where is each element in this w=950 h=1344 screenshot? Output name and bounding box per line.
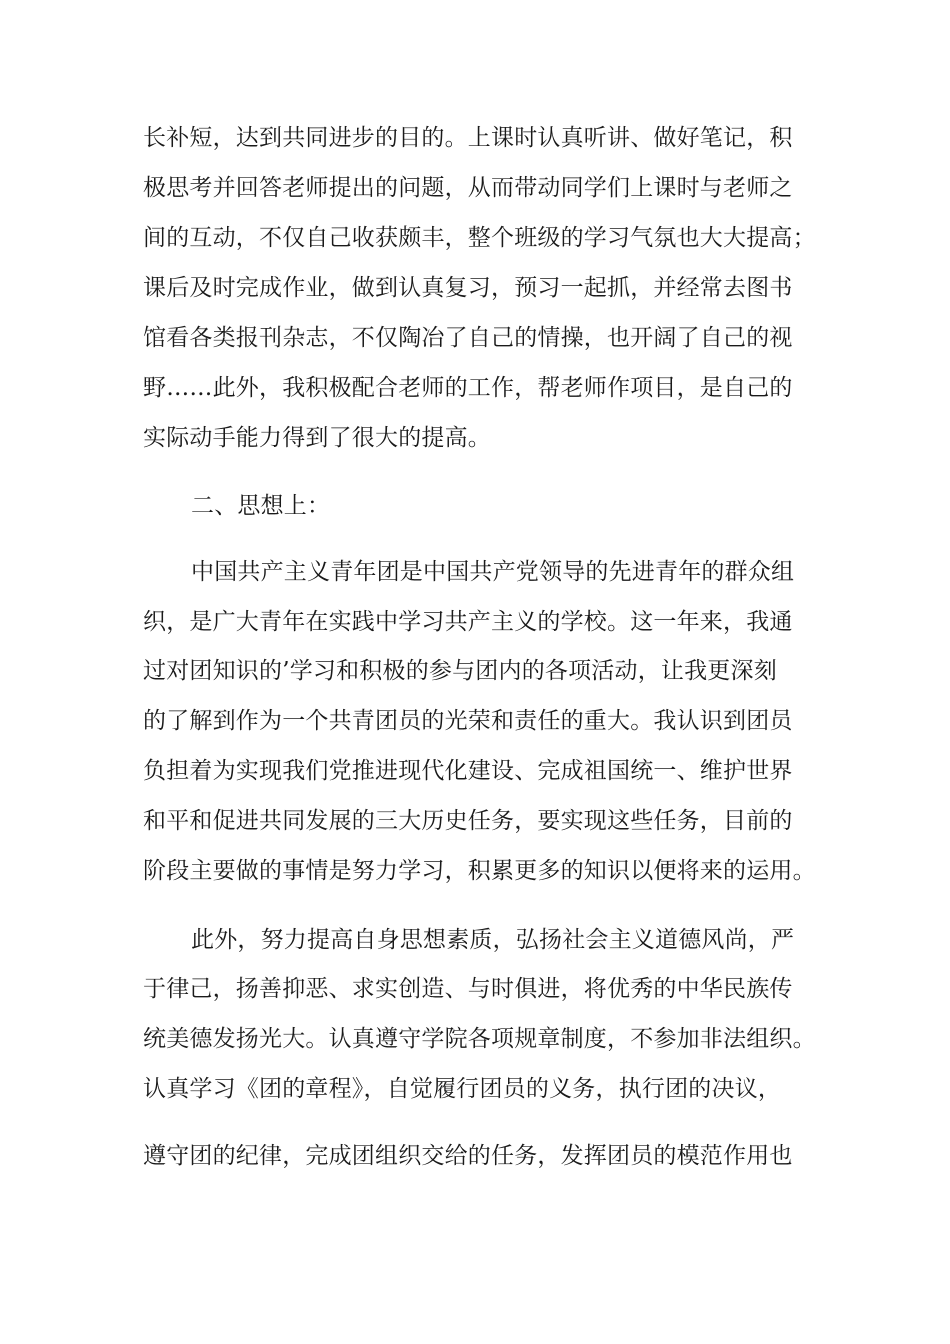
text-line: 阶段主要做的事情是努力学习，积累更多的知识以便将来的运用。 xyxy=(143,858,816,884)
text-line: 统美德发扬光大。认真遵守学院各项规章制度，不参加非法组织。 xyxy=(143,1026,816,1052)
text-line: 长补短，达到共同进步的目的。上课时认真听讲、做好笔记，积 xyxy=(143,125,793,151)
text-line: 于律己，扬善抑恶、求实创造、与时俱进，将优秀的中华民族传 xyxy=(143,976,793,1002)
section-heading: 二、思想上： xyxy=(191,493,331,519)
text-line: 极思考并回答老师提出的问题，从而带动同学们上课时与老师之 xyxy=(143,175,793,201)
text-line: 过对团知识的’学习和积极的参与团内的各项活动，让我更深刻 xyxy=(143,658,777,684)
text-line: 此外，努力提高自身思想素质，弘扬社会主义道德风尚，严 xyxy=(191,927,795,953)
text-line: 的了解到作为一个共青团员的光荣和责任的重大。我认识到团员 xyxy=(143,708,793,734)
text-line: 馆看各类报刊杂志，不仅陶冶了自己的情操，也开阔了自己的视 xyxy=(143,325,793,351)
text-line: 和平和促进共同发展的三大历史任务，要实现这些任务，目前的 xyxy=(143,808,793,834)
text-line: 遵守团的纪律，完成团组织交给的任务，发挥团员的模范作用也 xyxy=(143,1143,793,1169)
text-line: 课后及时完成作业，做到认真复习，预习一起抓，并经常去图书 xyxy=(143,275,793,301)
text-line: 负担着为实现我们党推进现代化建设、完成祖国统一、维护世界 xyxy=(143,758,793,784)
text-line: 野……此外，我积极配合老师的工作，帮老师作项目，是自己的 xyxy=(143,375,793,401)
text-line: 间的互动，不仅自己收获颇丰，整个班级的学习气氛也大大提高； xyxy=(143,225,816,251)
text-line: 织，是广大青年在实践中学习共产主义的学校。这一年来，我通 xyxy=(143,609,793,635)
text-line: 中国共产主义青年团是中国共产党领导的先进青年的群众组 xyxy=(191,559,795,585)
text-line: 认真学习《团的章程》，自觉履行团员的义务，执行团的决议， xyxy=(143,1076,782,1102)
text-line: 实际动手能力得到了很大的提高。 xyxy=(143,425,491,451)
